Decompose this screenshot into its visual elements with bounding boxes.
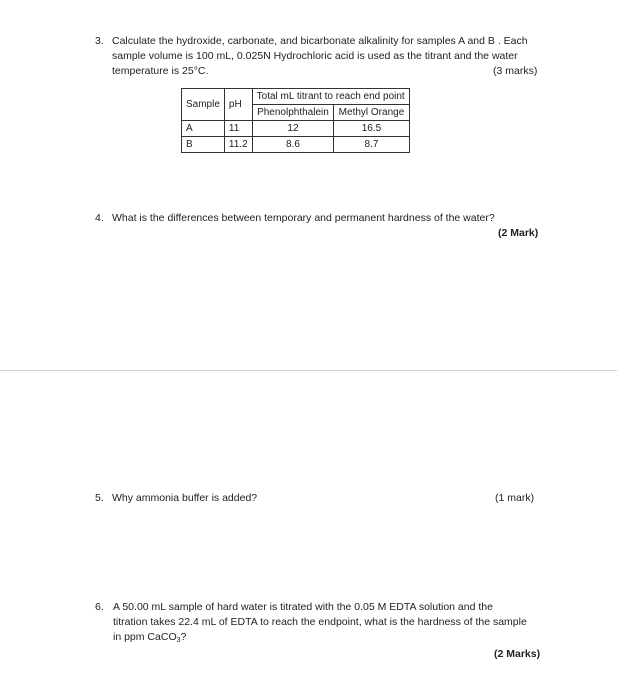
header-methyl-orange: Methyl Orange	[334, 105, 409, 121]
table-row	[182, 121, 410, 137]
q4-text: What is the differences between temporary and permanent hardness of the water?	[112, 212, 495, 224]
q6-line-3	[113, 630, 186, 648]
cell-phenolphthalein: 12	[252, 121, 334, 137]
cell-ph: 11	[224, 121, 252, 137]
q6-line-3-subscript: 3	[176, 637, 181, 644]
cell-methyl-orange: 8.7	[334, 137, 409, 153]
q5-text: Why ammonia buffer is added?	[112, 492, 258, 504]
cell-ph: 11.2	[224, 137, 252, 153]
q4-marks: (2 Mark)	[498, 227, 539, 239]
q3-line-3: temperature is 25°C.	[112, 65, 209, 77]
q6-line-1: A 50.00 mL sample of hard water is titrated with the 0.05 M EDTA solution and the	[113, 601, 493, 613]
header-total-titrant: Total mL titrant to reach end point	[252, 89, 409, 105]
table-row	[182, 137, 410, 153]
q6-line-2: titration takes 22.4 mL of EDTA to reach the endpoint, what is the hardness of the sample	[113, 616, 527, 628]
q5-marks: (1 mark)	[495, 492, 535, 504]
alkalinity-table	[181, 88, 410, 153]
header-sample: Sample	[182, 89, 225, 121]
q5-number: 5.	[95, 492, 104, 504]
q3-marks: (3 marks)	[493, 65, 538, 77]
cell-sample: A	[182, 121, 225, 137]
header-phenolphthalein: Phenolphthalein	[252, 105, 334, 121]
q6-number: 6.	[95, 601, 104, 613]
q3-number: 3.	[95, 35, 104, 47]
q3-line-1: Calculate the hydroxide, carbonate, and bicarbonate alkalinity for samples A and B . Each	[112, 35, 528, 47]
q6-line-3-prefix: in ppm CaCO	[113, 631, 177, 643]
page-divider	[0, 370, 617, 371]
cell-methyl-orange: 16.5	[334, 121, 409, 137]
q3-line-2: sample volume is 100 mL, 0.025N Hydrochloric acid is used as the titrant and the water	[112, 50, 518, 62]
q6-line-3-suffix: ?	[180, 631, 187, 643]
header-ph: pH	[224, 89, 252, 121]
cell-phenolphthalein: 8.6	[252, 137, 334, 153]
q4-number: 4.	[95, 212, 104, 224]
q6-marks: (2 Marks)	[494, 648, 541, 660]
table-header-row	[182, 89, 410, 105]
cell-sample: B	[182, 137, 225, 153]
